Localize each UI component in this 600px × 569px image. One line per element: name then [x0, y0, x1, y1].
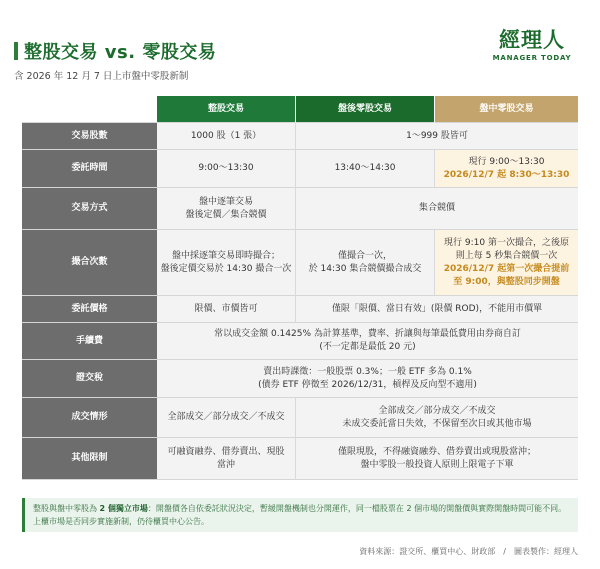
cell-limits-odd [295, 438, 578, 480]
footnote-line1-rest: ：開盤價各自依委託狀況決定，暫緩開盤機制也分開運作，同一檔股票在 2 個市場的開盤價與實際開盤時間可能不同。 [147, 504, 567, 513]
tax-line2: (債券 ETF 停徵至 2026/12/31，槓桿及反向型不適用) [258, 379, 477, 390]
limits-whole-line2: 當沖 [216, 459, 235, 470]
footnote-prefix: 整股與盤中零股為 [33, 504, 97, 513]
cell-method-whole [157, 188, 295, 230]
page-title: 整股交易 vs. 零股交易 [24, 42, 217, 63]
cell-time-after: 13:40～14:30 [295, 150, 434, 188]
row-header-price: 委託價格 [22, 296, 157, 323]
limits-whole-line1: 可融資融券、借券賣出、現股 [167, 446, 285, 457]
row-header-matching: 撮合次數 [22, 230, 157, 296]
table-row [22, 123, 578, 150]
cell-shares-whole: 1000 股（1 張） [157, 123, 295, 150]
footnote-line1 [33, 502, 570, 515]
cell-time-intraday [434, 150, 578, 188]
table-corner [22, 96, 157, 123]
footnote-line2: 上櫃市場是否同步實施新制，仍待櫃買中心公告。 [33, 517, 209, 526]
method-whole-line2: 盤後定價／集合競價 [185, 209, 267, 220]
column-header-intraday-odd: 盤中零股交易 [434, 96, 578, 123]
comparison-table [22, 96, 578, 480]
cell-tax [157, 360, 578, 398]
row-header-shares: 交易股數 [22, 123, 157, 150]
title-accent-bar [14, 42, 18, 60]
cell-fill-whole: 全部成交／部分成交／不成交 [157, 398, 295, 438]
title-group [14, 38, 216, 64]
source-credit: 資料來源：證交所、櫃買中心、財政部 / 圖表製作：經理人 [359, 547, 578, 556]
logo-chinese: 經理人 [499, 27, 565, 52]
header [0, 0, 600, 86]
fill-odd-line1: 全部成交／部分成交／不成交 [378, 405, 496, 416]
table-header-row [22, 96, 578, 123]
row-header-method: 交易方式 [22, 188, 157, 230]
footnote-emphasis: 2 個獨立市場 [99, 504, 148, 513]
cell-shares-odd: 1～999 股皆可 [295, 123, 578, 150]
cell-method-odd: 集合競價 [295, 188, 578, 230]
brand-logo [482, 28, 582, 62]
table-row [22, 398, 578, 438]
time-intraday-current: 現行 9:00～13:30 [468, 156, 545, 167]
cell-matching-whole [157, 230, 295, 296]
fee-line1: 常以成交金額 0.1425% 為計算基準，費率、折讓與每筆最低費用由券商自訂 [214, 329, 521, 339]
matching-after-line2: 於 14:30 集合競價撮合成交 [308, 263, 422, 274]
column-header-after-hours-odd: 盤後零股交易 [295, 96, 434, 123]
table-row [22, 360, 578, 398]
time-intraday-new: 2026/12/7 起 8:30～13:30 [443, 169, 570, 180]
matching-intraday-line3: 2026/12/7 起第一次撮合提前 [443, 263, 570, 274]
cell-fee [157, 323, 578, 360]
row-header-time: 委託時間 [22, 150, 157, 188]
row-header-fill: 成交情形 [22, 398, 157, 438]
cell-price-whole: 限價、市價皆可 [157, 296, 295, 323]
cell-price-odd: 僅限「限價、當日有效」(限價 ROD)，不能用市價單 [295, 296, 578, 323]
cell-matching-intraday [434, 230, 578, 296]
cell-limits-whole [157, 438, 295, 480]
fill-odd-line2: 未成交委託當日失效，不保留至次日或其他市場 [342, 418, 532, 429]
cell-time-whole: 9:00～13:30 [157, 150, 295, 188]
matching-intraday-line2: 則上每 5 秒集合競價一次 [455, 250, 558, 261]
limits-odd-line2: 盤中零股一般投資人原則上限電子下單 [360, 459, 514, 470]
table-row [22, 188, 578, 230]
matching-whole-line2: 盤後定價交易於 14:30 撮合一次 [160, 263, 292, 274]
row-header-fee: 手續費 [22, 323, 157, 360]
column-header-whole: 整股交易 [157, 96, 295, 123]
table-row [22, 296, 578, 323]
logo-english: MANAGER TODAY [492, 54, 572, 62]
fee-line2: (不一定都是最低 20 元) [319, 342, 416, 352]
cell-matching-after [295, 230, 434, 296]
page-subtitle: 含 2026 年 12 月 7 日上市盤中零股新制 [14, 71, 189, 82]
tax-line1: 賣出時課徵：一般股票 0.3%；一般 ETF 多為 0.1% [263, 366, 472, 377]
table-row [22, 230, 578, 296]
table-row [22, 438, 578, 480]
matching-whole-line1: 盤中採逐筆交易即時撮合； [171, 250, 280, 261]
table-row [22, 150, 578, 188]
row-header-tax: 證交稅 [22, 360, 157, 398]
limits-odd-line1: 僅限現股，不得融資融券、借券賣出或現股當沖； [337, 446, 536, 457]
row-header-limits: 其他限制 [22, 438, 157, 480]
method-whole-line1: 盤中逐筆交易 [198, 196, 253, 207]
matching-after-line1: 僅撮合一次， [337, 250, 392, 261]
cell-fill-odd [295, 398, 578, 438]
footnote-box [22, 498, 578, 532]
matching-intraday-line1: 現行 9:10 第一次撮合，之後原 [444, 237, 569, 248]
matching-intraday-line4: 至 9:00，與整股同步開盤 [453, 276, 560, 287]
table-row [22, 323, 578, 360]
